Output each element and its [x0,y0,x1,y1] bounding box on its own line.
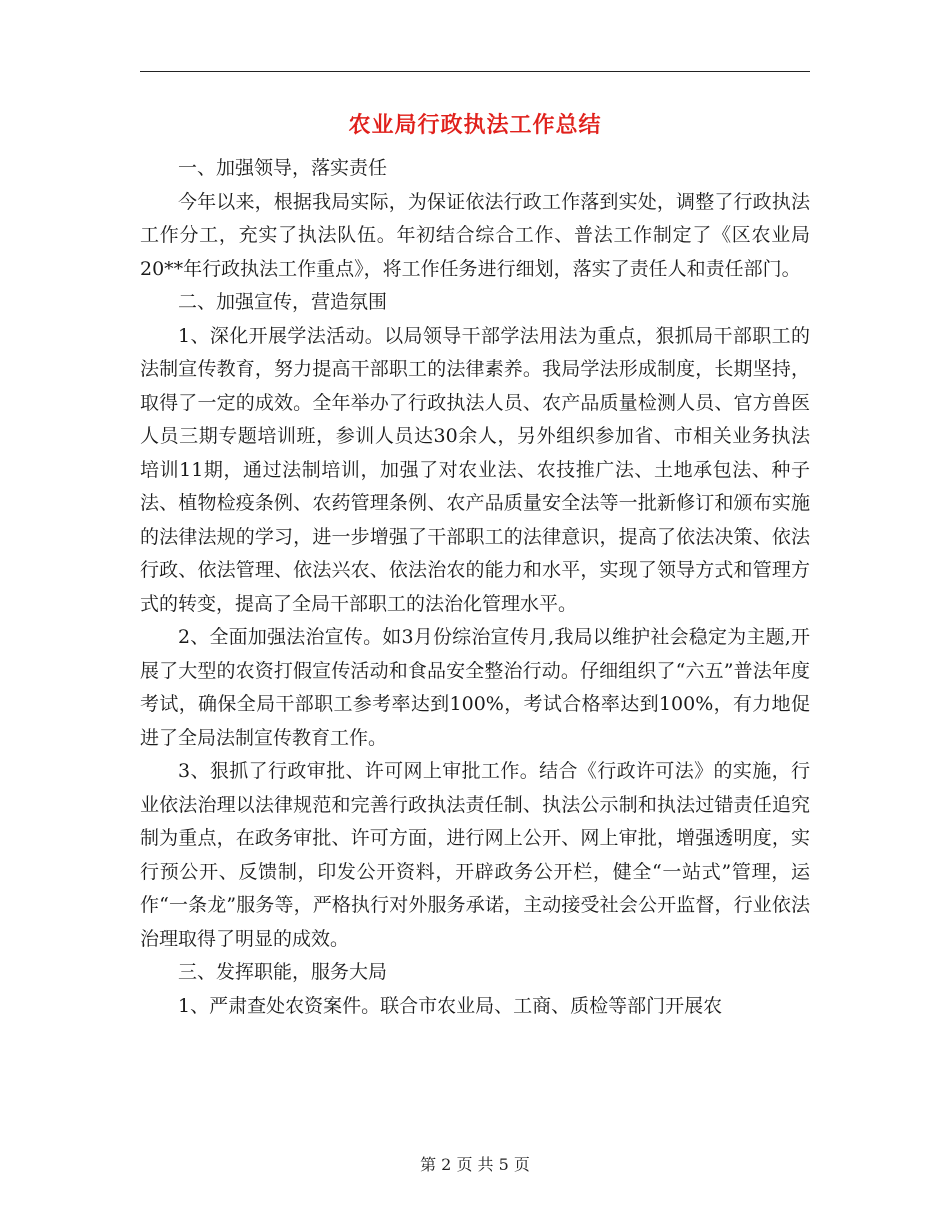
paragraph: 2、全面加强法治宣传。如3月份综治宣传月,我局以维护社会稳定为主题,开展了大型的农资打假宣传活动和食品安全整治行动。仔细组织了“六五”普法年度考试，确保全局干部职工参考率达到100%，考试合格率达到100%，有力地促进了全局法制宣传教育工作。 [140,626,810,749]
section-heading-3: 三、发挥职能，服务大局 [178,961,388,983]
header-rule [140,71,810,72]
document-title: 农业局行政执法工作总结 [348,113,602,138]
page-number-footer: 第 2 页 共 5 页 [420,1155,530,1174]
section-heading-1: 一、加强领导，落实责任 [178,157,388,179]
paragraph: 1、严肃查处农资案件。联合市农业局、工商、质检等部门开展农 [178,994,723,1017]
paragraph: 今年以来，根据我局实际，为保证依法行政工作落到实处，调整了行政执法工作分工，充实了执法队伍。年初结合综合工作、普法工作制定了《区农业局20**年行政执法工作重点》，将工作任务进行细划，落实了责任人和责任部门。 [140,190,810,280]
section-heading-2: 二、加强宣传，营造氛围 [178,291,388,313]
paragraph: 1、深化开展学法活动。以局领导干部学法用法为重点，狠抓局干部职工的法制宣传教育，努力提高干部职工的法律素养。我局学法形成制度，长期坚持，取得了一定的成效。全年举办了行政执法人员、农产品质量检测人员、官方兽医人员三期专题培训班，参训人员达30余人，另外组织参加省、市相关业务执法培训11期，通过法制培训，加强了对农业法、农技推广法、土地承包法、种子法、植物检疫条例、农药管理条例、农产品质量安全法等一批新修订和颁布实施的法律法规的学习，进一步增强了干部职工的法律意识，提高了依法决策、依法行政、依法管理、依法兴农、依法治农的能力和水平，实现了领导方式和管理方式的转变，提高了全局干部职工的法治化管理水平。 [140,324,810,615]
paragraph: 3、狠抓了行政审批、许可网上审批工作。结合《行政许可法》的实施，行业依法治理以法律规范和完善行政执法责任制、执法公示制和执法过错责任追究制为重点，在政务审批、许可方面，进行网上公开、网上审批，增强透明度，实行预公开、反馈制，印发公开资料，开辟政务公开栏，健全“一站式”管理，运作“一条龙”服务等，严格执行对外服务承诺，主动接受社会公开监督，行业依法治理取得了明显的成效。 [140,760,810,950]
document-body [140,152,810,1023]
